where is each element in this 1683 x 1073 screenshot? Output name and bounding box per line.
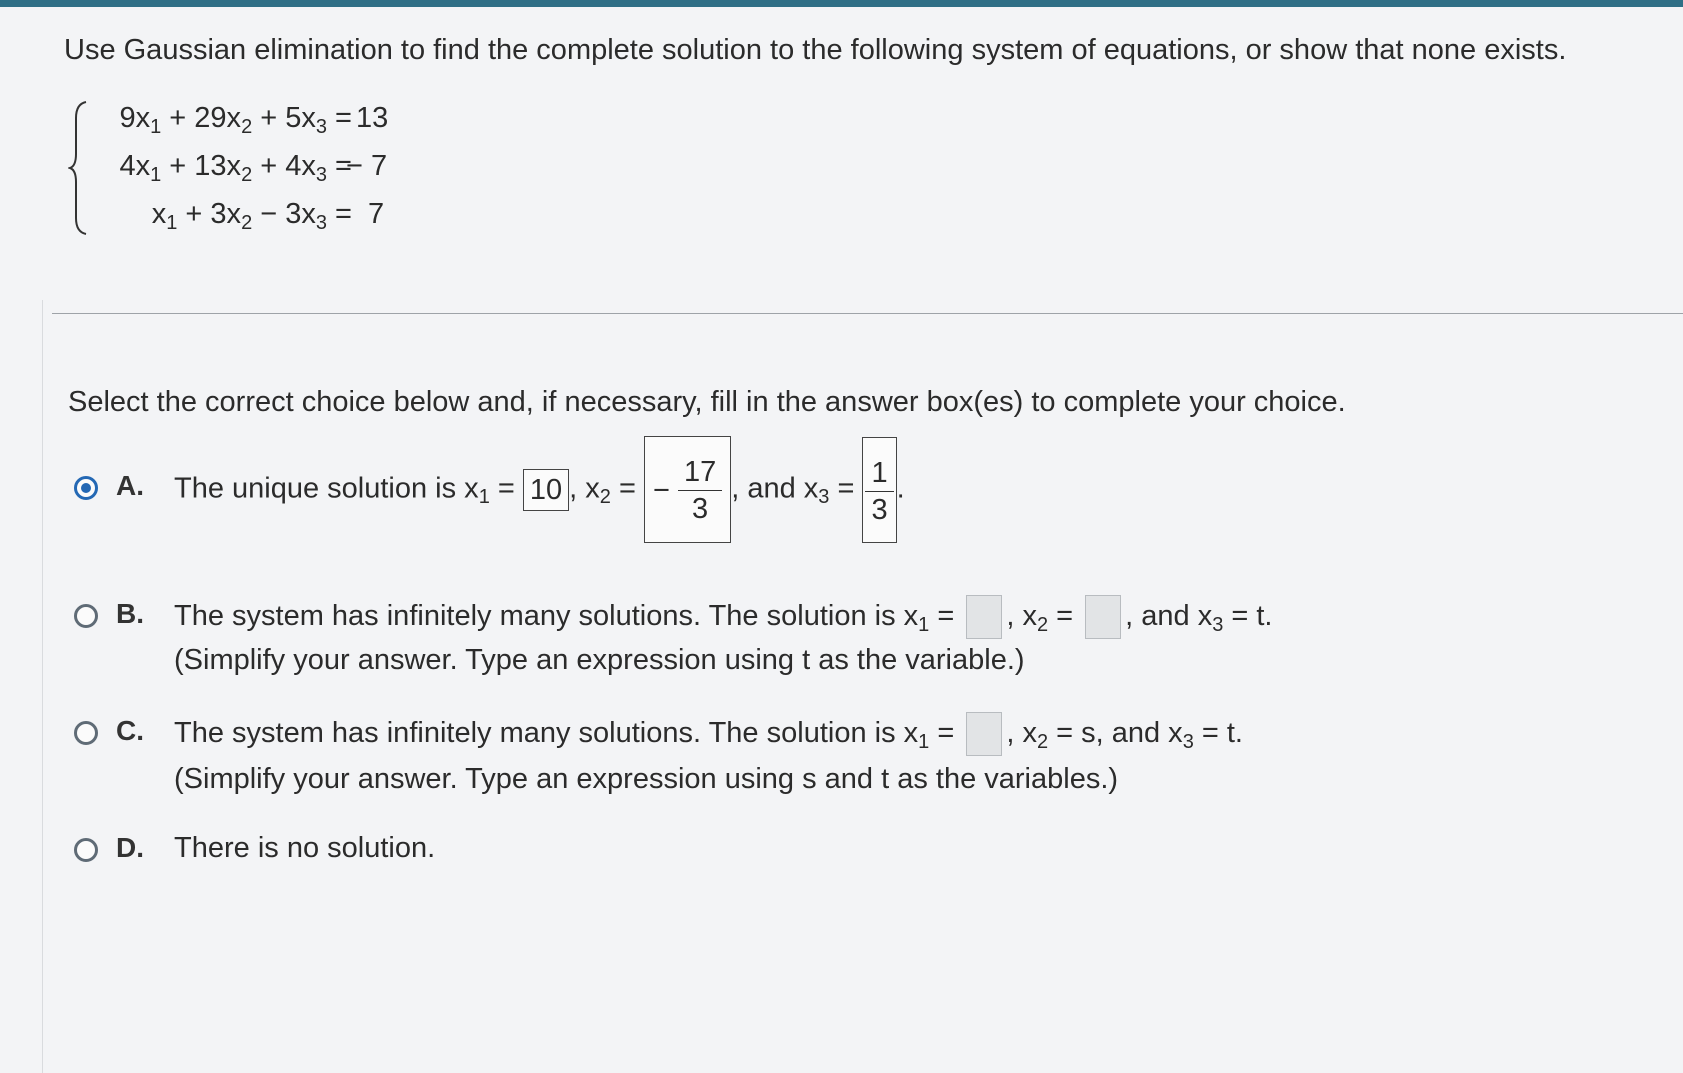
section-divider (52, 313, 1683, 314)
equation-system (68, 98, 428, 238)
choice-a-letter: A. (116, 470, 144, 501)
choice-b-hint: (Simplify your answer. Type an expression using t as the variable.) (174, 644, 1025, 676)
b-x1-input[interactable] (966, 595, 1002, 639)
choice-d-letter: D. (116, 832, 144, 863)
left-rule (42, 300, 43, 1073)
equation-2-rhs: − 7 (346, 150, 388, 182)
left-brace (68, 98, 92, 238)
question-instruction: Use Gaussian elimination to find the complete solution to the following system of equations, or show that none exists. (64, 34, 1567, 66)
x3-answer-box[interactable]: $\frac{1}{3}$ (862, 437, 896, 543)
choice-d-text: There is no solution. (174, 832, 436, 864)
radio-d-icon[interactable] (74, 838, 98, 862)
choice-prompt: Select the correct choice below and, if necessary, fill in the answer box(es) to complete your choice. (68, 386, 1346, 418)
choice-b-text: The system has infinitely many solutions. The solution is $x_1$ = , $x_2$ = , and $x_3 = t$. (174, 592, 1273, 643)
choice-c-text: The system has infinitely many solutions. The solution is $x_1$ = , $x_2 = s$, and $x_3 = t$. (174, 709, 1243, 760)
equation-2: $4x_1 + 13x_2 + 4x_3$ = − 7 (106, 150, 436, 190)
x1-answer-box[interactable]: 10 (523, 469, 569, 511)
equation-1-rhs: 13 (356, 102, 389, 134)
c-x1-input[interactable] (966, 712, 1002, 756)
choice-b-letter: B. (116, 598, 144, 629)
equation-3-rhs: 7 (368, 198, 385, 230)
choice-a-text: The unique solution is $x_1 = 10$ , $x_2$ = − $\frac{17}{3}$ , and $x_3$ = $\frac{1}{3}$ . (174, 436, 905, 536)
equation-3: $x_1 + 3x_2 - 3x_3$ = 7 (106, 198, 436, 238)
equation-1: $9x_1 + 29x_2 + 5x_3$ = 13 (106, 102, 436, 142)
b-x2-input[interactable] (1085, 595, 1121, 639)
radio-b-icon[interactable] (74, 604, 98, 628)
top-bar (0, 0, 1683, 7)
x2-answer-box[interactable]: − $\frac{17}{3}$ (644, 436, 731, 543)
choice-c-letter: C. (116, 715, 144, 746)
choice-c-hint: (Simplify your answer. Type an expression using s and t as the variables.) (174, 763, 1119, 795)
radio-a-selected-icon[interactable] (74, 476, 98, 500)
radio-c-icon[interactable] (74, 721, 98, 745)
